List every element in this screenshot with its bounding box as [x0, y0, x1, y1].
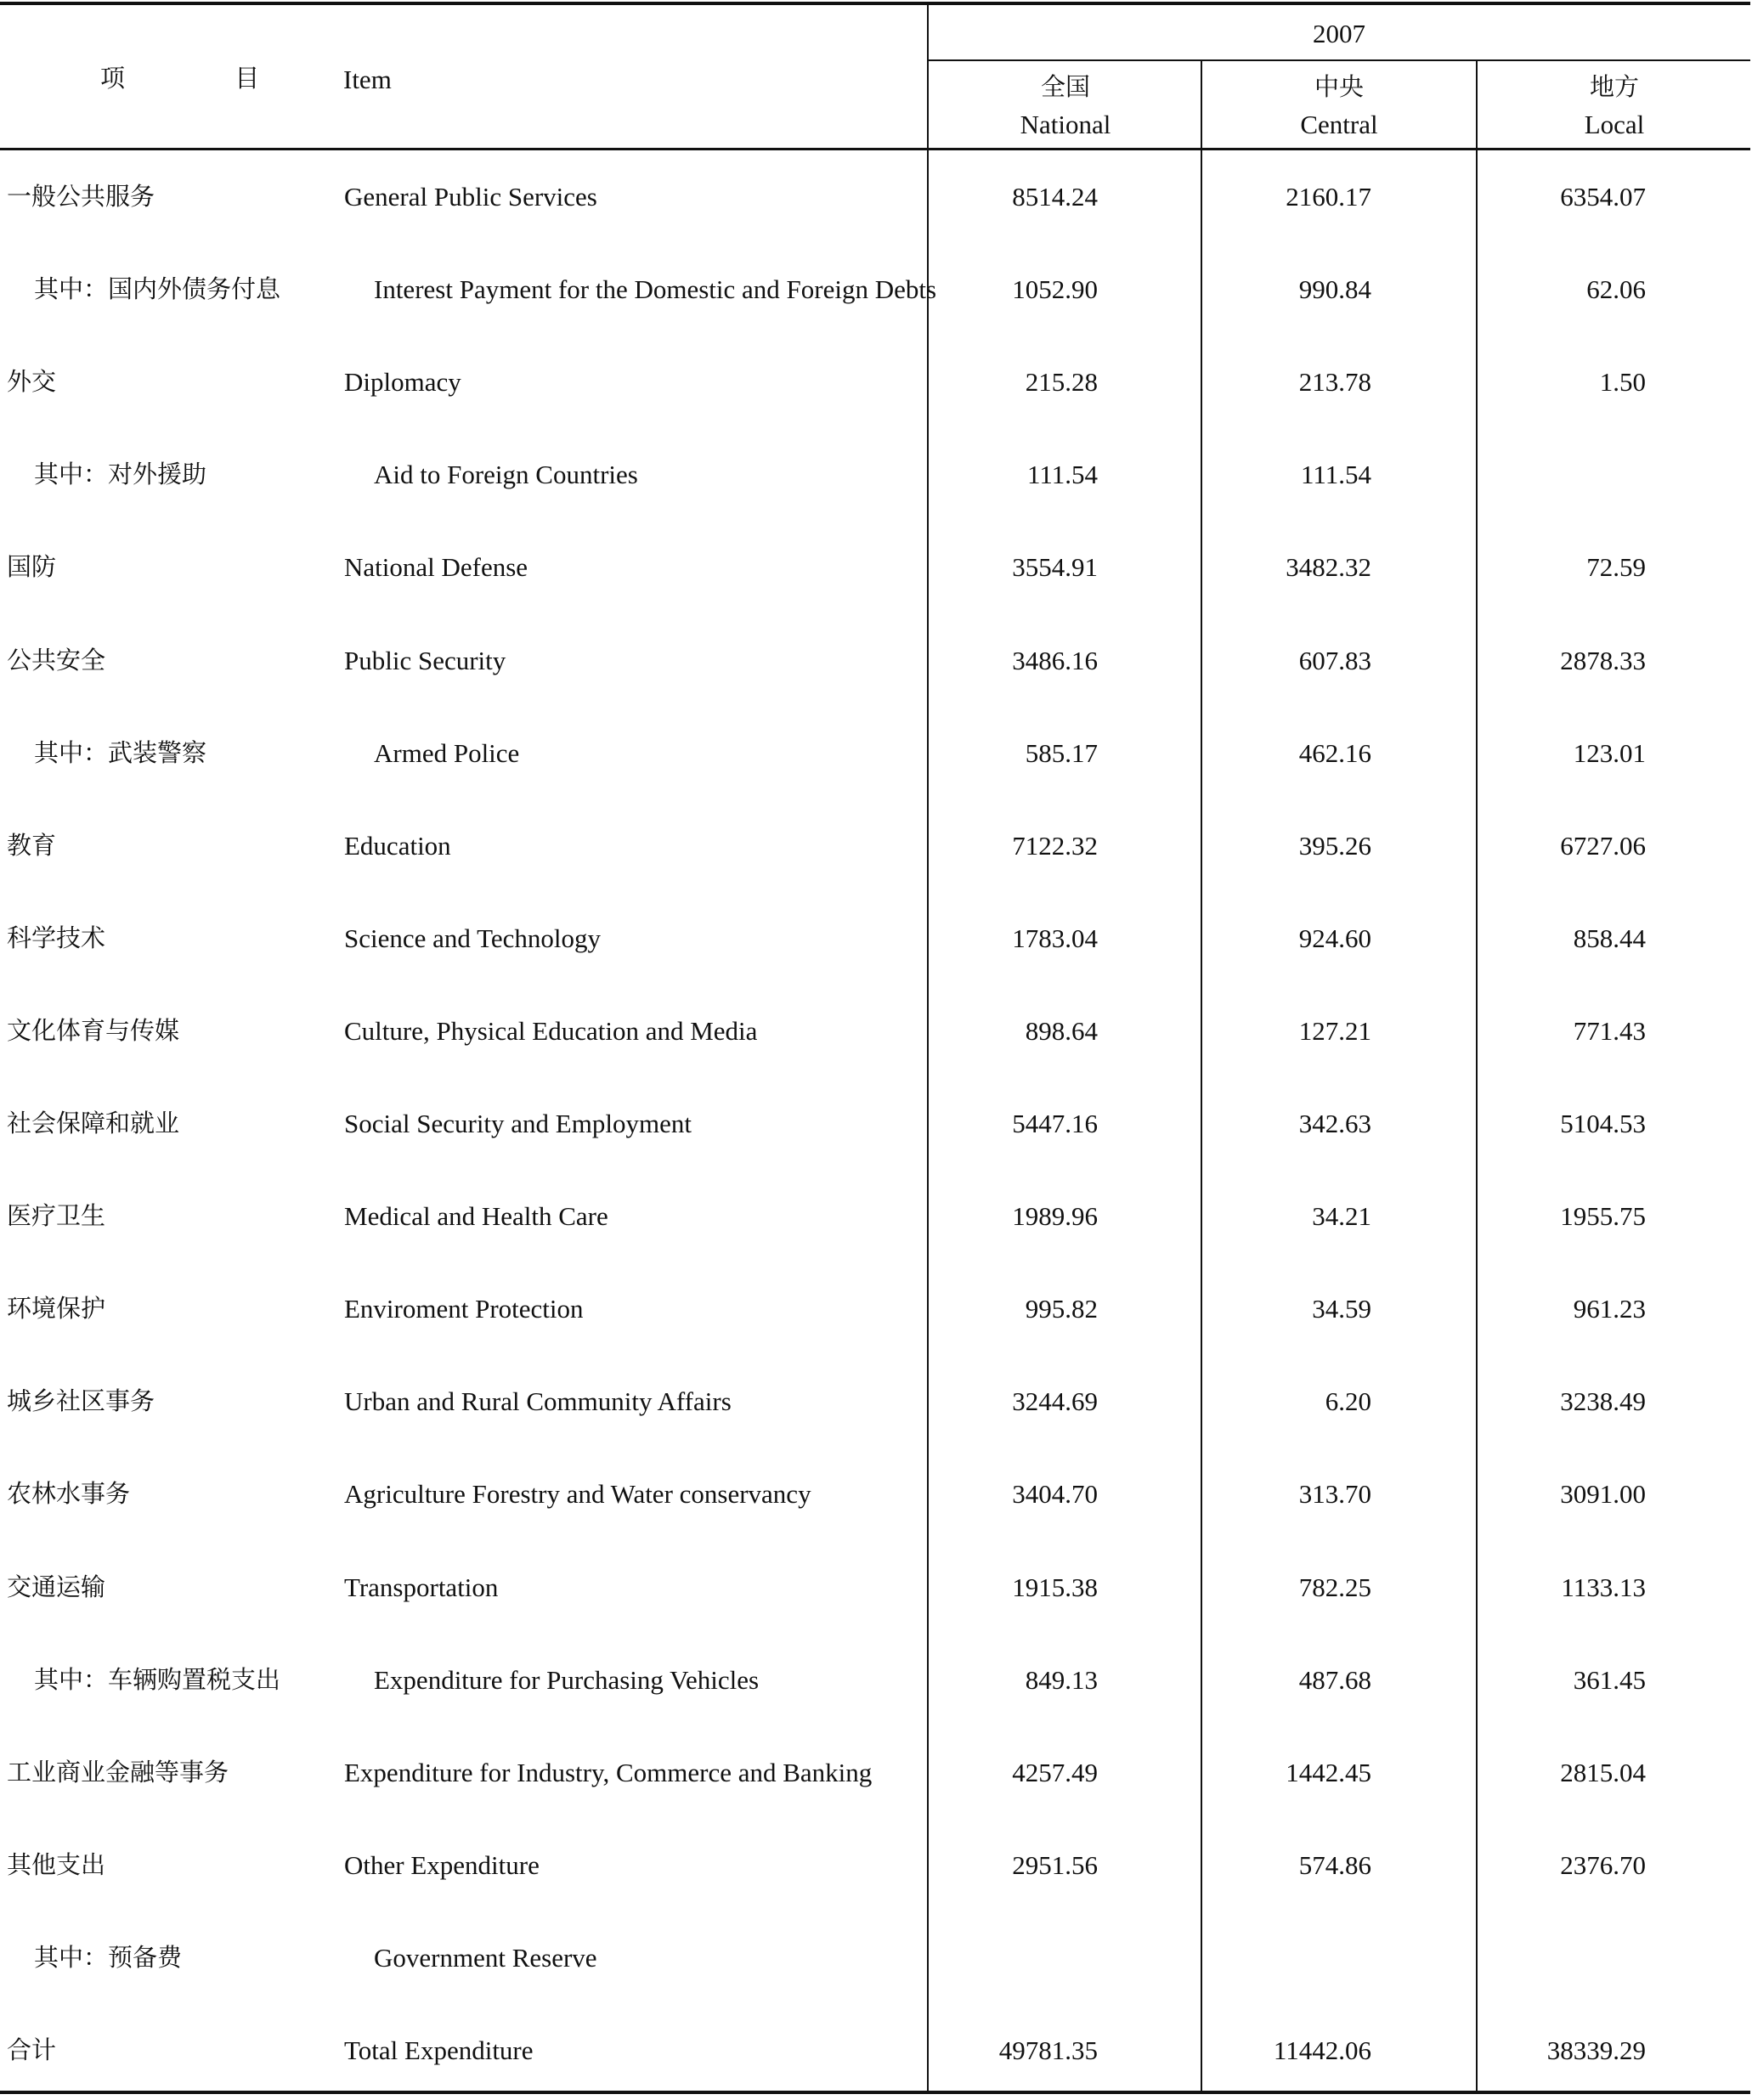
row-label-zh: 农林水事务 [7, 1479, 131, 1508]
cell-local: 858.44 [1573, 923, 1646, 953]
row-label-en: Agriculture Forestry and Water conservancy [344, 1479, 811, 1509]
row-label-en: Aid to Foreign Countries [374, 460, 638, 489]
header-national-zh: 全国 [1040, 72, 1090, 101]
row-label-zh: 公共安全 [7, 646, 106, 675]
cell-local: 361.45 [1573, 1665, 1646, 1695]
row-label-en: Medical and Health Care [344, 1201, 608, 1231]
header-item-en: Item [343, 65, 392, 94]
cell-national: 3554.91 [1012, 552, 1098, 582]
cell-national: 4257.49 [1012, 1758, 1098, 1787]
cell-national: 2951.56 [1012, 1850, 1098, 1880]
row-label-en: Armed Police [374, 738, 520, 768]
cell-national: 1989.96 [1012, 1201, 1098, 1231]
cell-local: 2376.70 [1560, 1850, 1646, 1880]
cell-national: 5447.16 [1012, 1109, 1098, 1138]
cell-local: 72.59 [1586, 552, 1646, 582]
cell-local: 5104.53 [1560, 1109, 1646, 1138]
row-label-en: Expenditure for Purchasing Vehicles [374, 1665, 760, 1695]
row-label-en: Education [344, 831, 451, 861]
cell-central: 213.78 [1298, 367, 1371, 397]
cell-local: 1.50 [1599, 367, 1646, 397]
row-label-zh: 社会保障和就业 [7, 1109, 180, 1138]
cell-central: 3482.32 [1286, 552, 1371, 582]
cell-national: 1915.38 [1012, 1572, 1098, 1602]
cell-local: 62.06 [1586, 274, 1646, 304]
row-label-en: General Public Services [344, 182, 597, 212]
cell-central: 111.54 [1301, 460, 1371, 489]
row-label-zh: 工业商业金融等事务 [7, 1758, 229, 1787]
row-label-en: Interest Payment for the Domestic and Foreign Debts [374, 274, 937, 304]
row-label-en: Urban and Rural Community Affairs [344, 1386, 732, 1416]
row-label-en: Social Security and Employment [344, 1109, 692, 1138]
row-label-zh: 教育 [7, 831, 57, 860]
row-label-en: Culture, Physical Education and Media [344, 1016, 758, 1046]
cell-national: 49781.35 [998, 2035, 1098, 2065]
row-label-zh: 环境保护 [7, 1294, 106, 1323]
row-label-zh: 合计 [7, 2035, 57, 2064]
row-label-en: Diplomacy [344, 367, 461, 397]
row-label-zh: 外交 [7, 367, 57, 396]
cell-national: 8514.24 [1012, 182, 1098, 212]
header-national-en: National [1020, 110, 1111, 139]
cell-central: 574.86 [1298, 1850, 1371, 1880]
cell-local: 3238.49 [1560, 1386, 1646, 1416]
cell-national: 3486.16 [1012, 646, 1098, 675]
header-year: 2007 [1313, 19, 1365, 48]
cell-national: 1052.90 [1012, 274, 1098, 304]
cell-national: 585.17 [1025, 738, 1098, 768]
cell-national: 3244.69 [1012, 1386, 1098, 1416]
bottom-rule [0, 2091, 1750, 2094]
row-label-zh: 文化体育与传媒 [7, 1016, 180, 1045]
cell-local: 2878.33 [1560, 646, 1646, 675]
cell-national: 3404.70 [1012, 1479, 1098, 1509]
header-bottom-rule [0, 148, 1750, 150]
cell-national: 898.64 [1025, 1016, 1098, 1046]
cell-central: 924.60 [1298, 923, 1371, 953]
year-underline [928, 59, 1750, 61]
row-label-zh: 医疗卫生 [7, 1201, 106, 1230]
header-central-en: Central [1300, 110, 1378, 139]
cell-local: 1955.75 [1560, 1201, 1646, 1231]
cell-central: 342.63 [1298, 1109, 1371, 1138]
row-label-en: Transportation [344, 1572, 499, 1602]
cell-national: 215.28 [1025, 367, 1098, 397]
row-label-en: National Defense [344, 552, 528, 582]
row-label-zh: 其中：对外援助 [34, 460, 207, 488]
cell-national: 111.54 [1027, 460, 1098, 489]
cell-central: 990.84 [1298, 274, 1371, 304]
cell-local: 771.43 [1573, 1016, 1646, 1046]
row-label-zh: 其中：武装警察 [34, 738, 207, 767]
cell-central: 2160.17 [1286, 182, 1371, 212]
cell-local: 3091.00 [1560, 1479, 1646, 1509]
cell-local: 123.01 [1573, 738, 1646, 768]
cell-central: 34.21 [1312, 1201, 1371, 1231]
row-label-en: Other Expenditure [344, 1850, 540, 1880]
cell-local: 961.23 [1573, 1294, 1646, 1324]
row-label-zh: 交通运输 [7, 1572, 106, 1601]
cell-national: 849.13 [1025, 1665, 1098, 1695]
row-label-zh: 国防 [7, 552, 57, 581]
top-rule [0, 2, 1750, 5]
cell-central: 607.83 [1298, 646, 1371, 675]
cell-central: 6.20 [1325, 1386, 1371, 1416]
header-central-zh: 中央 [1314, 72, 1364, 101]
cell-national: 1783.04 [1012, 923, 1098, 953]
header-local-en: Local [1584, 110, 1645, 139]
cell-central: 487.68 [1298, 1665, 1371, 1695]
cell-national: 995.82 [1025, 1294, 1098, 1324]
row-label-zh: 其中：预备费 [34, 1943, 183, 1972]
cell-central: 1442.45 [1286, 1758, 1371, 1787]
header-item-zh: 项 目 [100, 64, 260, 93]
row-label-zh: 其他支出 [7, 1850, 106, 1879]
cell-local: 1133.13 [1561, 1572, 1646, 1602]
cell-central: 313.70 [1298, 1479, 1371, 1509]
row-label-zh: 科学技术 [7, 923, 106, 952]
cell-central: 462.16 [1298, 738, 1371, 768]
cell-central: 395.26 [1298, 831, 1371, 861]
row-label-zh: 一般公共服务 [7, 182, 155, 211]
cell-central: 782.25 [1298, 1572, 1371, 1602]
cell-central: 11442.06 [1273, 2035, 1371, 2065]
row-label-zh: 其中：国内外债务付息 [34, 274, 281, 303]
header-local-zh: 地方 [1589, 72, 1639, 101]
col-divider-central [1476, 59, 1478, 2092]
row-label-en: Expenditure for Industry, Commerce and Banking [344, 1758, 873, 1787]
cell-local: 6354.07 [1560, 182, 1646, 212]
col-divider-national [1201, 59, 1202, 2092]
row-label-en: Government Reserve [374, 1943, 597, 1973]
cell-local: 2815.04 [1560, 1758, 1646, 1787]
cell-central: 34.59 [1312, 1294, 1371, 1324]
row-label-en: Science and Technology [344, 923, 601, 953]
row-label-en: Total Expenditure [344, 2035, 534, 2065]
cell-central: 127.21 [1298, 1016, 1371, 1046]
row-label-zh: 城乡社区事务 [7, 1386, 155, 1415]
cell-national: 7122.32 [1012, 831, 1098, 861]
cell-local: 38339.29 [1546, 2035, 1646, 2065]
row-label-zh: 其中：车辆购置税支出 [34, 1665, 281, 1694]
cell-local: 6727.06 [1560, 831, 1646, 861]
row-label-en: Public Security [344, 646, 506, 675]
row-label-en: Enviroment Protection [344, 1294, 584, 1324]
